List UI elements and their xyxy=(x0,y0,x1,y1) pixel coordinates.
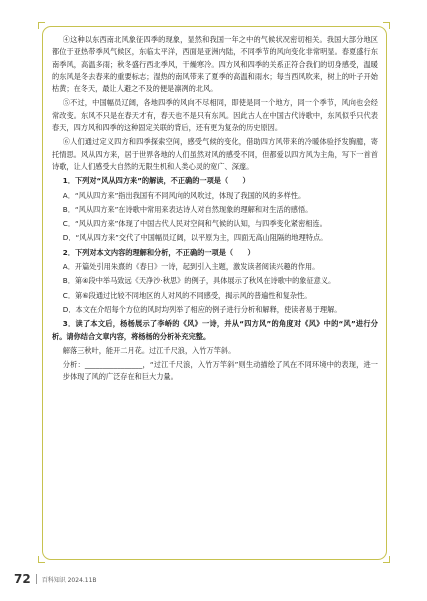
poem-line: 解落三秋叶，能开二月花。过江千尺浪，入竹万竿斜。 xyxy=(62,345,236,355)
question-2: 2．下列对本文内容的理解和分析，不正确的一项是（ ） xyxy=(62,247,255,257)
corner-ornament xyxy=(38,556,45,563)
option: C．第⑥段通过比较不同地区的人对风的不同感受，揭示风的普遍性和复杂性。 xyxy=(62,290,312,300)
journal-info: 百科知识 2024.11B xyxy=(41,576,97,584)
paragraph: ⑤不过，中国幅员辽阔，各地四季的风向不尽相同，即使是同一个地方，同一个季节，风向也会经常改变。东风不只是在春天才有，春天也不是只有东风。因此古人在中国古代诗歌中，东风似乎只代表春天，四方风和四季的这种固定关联的背后，还有更为复杂的历史原因。 xyxy=(52,98,378,133)
option: A．开篇处引用朱熹的《春日》一诗，起到引入主题，激发读者阅读兴趣的作用。 xyxy=(62,262,320,272)
corner-ornament xyxy=(38,22,45,29)
corner-ornament xyxy=(383,22,390,29)
option: C．“风从四方来”体现了中国古代人民对空间和气候的认知，与四季变化紧密相连。 xyxy=(62,219,327,229)
option: D．“风从四方来”交代了中国幅员辽阔，以平原为主，四面无高山阻隔的地理特点。 xyxy=(62,233,328,243)
footer-divider xyxy=(36,574,37,584)
article-content xyxy=(52,34,378,386)
analysis-text: 分析：________________，“过江千尺浪，入竹万竿斜”则生动描绘了风在不同环境中的表现，进一步体现了风的广泛存在和巨大力量。 xyxy=(62,360,378,382)
paragraph: ⑥人们通过定义四方和四季探索空间，感受气候的变化，借助四方风带来的冷暖体验抒发胸臆，寄托情思。风从四方来，居于世界各地的人们虽然对风的感受不同，但都爱以四方风为主角，写下一首首诗歌，让人们感受大自然的无限生机和人类心灵的宽广、深邃。 xyxy=(52,137,378,171)
option: B．第④段中举马致远《天净沙·秋思》的例子，具体展示了秋风在诗歌中的象征意义。 xyxy=(62,276,336,286)
page-number: 72 xyxy=(14,572,31,586)
option: A．“风从四方来”指出我国有不同风向的风吹过，体现了我国的风的多样性。 xyxy=(62,190,306,200)
corner-ornament xyxy=(383,556,390,563)
question-3: 3．读了本文后，杨杨展示了李峤的《风》一诗，并从“四方风”的角度对《风》中的“风”进行分析。请你结合文章内容，将杨杨的分析补充完整。 xyxy=(52,319,378,341)
question-1: 1．下列对“风从四方来”的解读，不正确的一项是（ ） xyxy=(62,176,250,186)
page-footer xyxy=(14,572,97,586)
option: D．本文在介绍每个方位的风时均列举了相应的例子进行分析和解释，使读者易于理解。 xyxy=(62,304,342,314)
option: B．“风从四方来”在诗歌中常用来表达诗人对自然现象的理解和对生活的感悟。 xyxy=(62,204,313,214)
paragraph: ④这种以东西南北风象征四季的现象，显然和我国一年之中的气候状况密切相关。我国大部分地区都位于亚热带季风气候区，东临太平洋，西面是亚洲内陆，不同季节的风向变化非常明显。春夏盛行东南季风，高温多雨；秋冬盛行西北季风，干燥寒冷。四方风和四季的关系正符合我们的切身感受，温暖的东风是冬去春来的重要标志；湿热的南风带来了夏季的高温和雨水；每当西风吹来，树上的叶子开始枯黄；在冬天，最让人避之不及的便是凛冽的北风。 xyxy=(52,35,378,94)
